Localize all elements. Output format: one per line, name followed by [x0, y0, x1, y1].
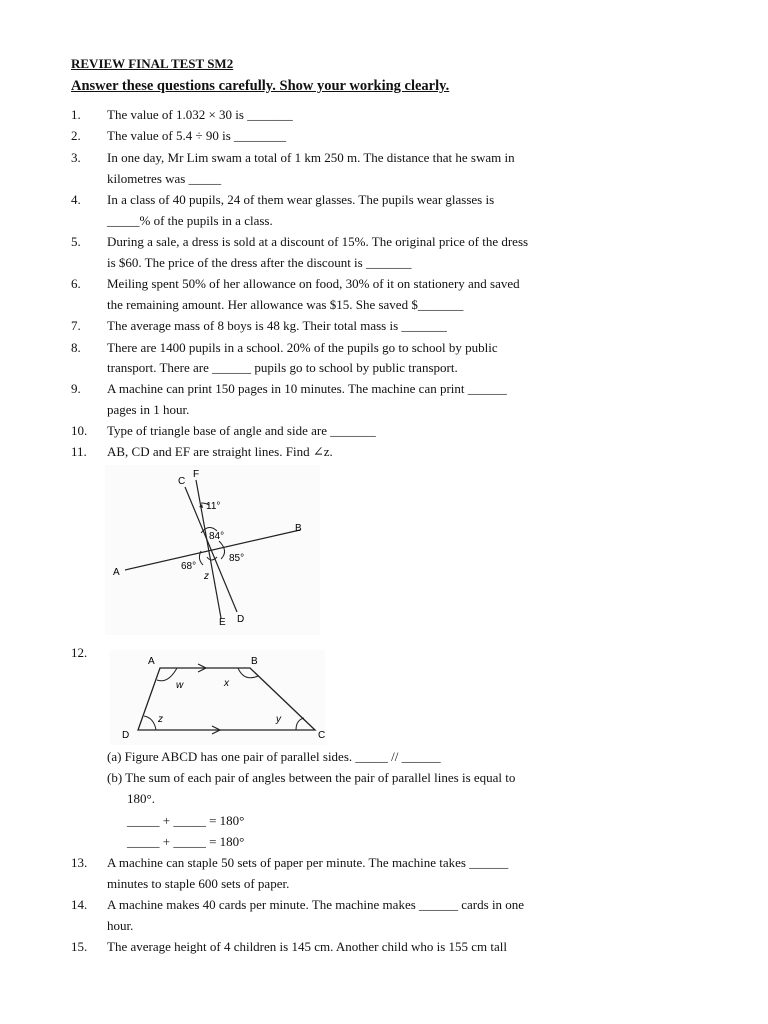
question-number: 15.: [71, 939, 88, 954]
angle-x: x: [224, 678, 229, 689]
question-text: The average height of 4 children is 145 cm. Another child who is 155 cm tall: [107, 939, 508, 954]
figure-intersecting-lines: [105, 465, 320, 635]
label-d: D: [237, 614, 245, 625]
question-number: 7.: [71, 318, 81, 333]
label-c: C: [318, 730, 325, 741]
question-number: 13.: [71, 855, 88, 870]
q12-equation-2: _____ + _____ = 180°: [127, 834, 245, 849]
question-text: the remaining amount. Her allowance was $15. She saved $_______: [107, 297, 464, 312]
question-text: In a class of 40 pupils, 24 of them wear glasses. The pupils wear glasses is: [107, 192, 495, 207]
q12-part-b-continued: 180°.: [127, 791, 155, 806]
question-text: kilometres was _____: [107, 171, 222, 186]
q12-part-a: (a) Figure ABCD has one pair of parallel sides. _____ // ______: [107, 749, 441, 764]
question-text: The value of 5.4 ÷ 90 is ________: [107, 128, 286, 143]
question-text: There are 1400 pupils in a school. 20% of the pupils go to school by public: [107, 340, 498, 355]
question-number: 5.: [71, 234, 81, 249]
question-text: Type of triangle base of angle and side are _______: [107, 423, 376, 438]
question-number: 6.: [71, 276, 81, 291]
question-text: The average mass of 8 boys is 48 kg. Their total mass is _______: [107, 318, 447, 333]
label-c: C: [178, 476, 186, 487]
worksheet-title: REVIEW FINAL TEST SM2: [71, 56, 234, 71]
question-text: During a sale, a dress is sold at a discount of 15%. The original price of the dress: [107, 234, 529, 249]
question-text: AB, CD and EF are straight lines. Find ∠z.: [107, 444, 333, 459]
question-number: 14.: [71, 897, 88, 912]
question-number: 2.: [71, 128, 81, 143]
figure-trapezium: [110, 650, 325, 745]
worksheet-instruction: Answer these questions carefully. Show your working clearly.: [71, 78, 450, 94]
angle-w: w: [176, 680, 184, 691]
angle-z: z: [158, 714, 163, 725]
question-number: 11.: [71, 444, 87, 459]
question-text: transport. There are ______ pupils go to school by public transport.: [107, 360, 458, 375]
question-number: 10.: [71, 423, 88, 438]
label-a: A: [148, 656, 155, 667]
label-a: A: [113, 567, 120, 578]
question-text: A machine can print 150 pages in 10 minutes. The machine can print ______: [107, 381, 507, 396]
question-text: The value of 1.032 × 30 is _______: [107, 107, 293, 122]
question-text: A machine can staple 50 sets of paper per minute. The machine takes ______: [107, 855, 509, 870]
angle-84: 84°: [209, 531, 225, 542]
question-text: In one day, Mr Lim swam a total of 1 km 250 m. The distance that he swam in: [107, 150, 515, 165]
label-b: B: [251, 656, 258, 667]
label-e: E: [219, 617, 226, 628]
question-number: 4.: [71, 192, 81, 207]
question-number: 1.: [71, 107, 81, 122]
label-d: D: [122, 730, 130, 741]
question-text: minutes to staple 600 sets of paper.: [107, 876, 290, 891]
angle-y: y: [276, 714, 281, 725]
angle-68: 68°: [181, 561, 197, 572]
question-text: A machine makes 40 cards per minute. The machine makes ______ cards in one: [107, 897, 525, 912]
label-f: F: [193, 469, 200, 480]
question-text: is $60. The price of the dress after the discount is _______: [107, 255, 412, 270]
angle-11: 11°: [206, 501, 221, 512]
q12-equation-1: _____ + _____ = 180°: [127, 813, 245, 828]
q12-part-b: (b) The sum of each pair of angles between the pair of parallel lines is equal to: [107, 770, 516, 785]
question-number: 9.: [71, 381, 81, 396]
label-b: B: [295, 523, 302, 534]
angle-85: 85°: [229, 553, 245, 564]
question-number: 12.: [71, 645, 88, 660]
question-number: 3.: [71, 150, 81, 165]
question-text: hour.: [107, 918, 134, 933]
question-text: _____% of the pupils in a class.: [107, 213, 273, 228]
question-text: pages in 1 hour.: [107, 402, 190, 417]
question-text: Meiling spent 50% of her allowance on food, 30% of it on stationery and saved: [107, 276, 520, 291]
angle-z: z: [204, 571, 209, 582]
question-number: 8.: [71, 340, 81, 355]
